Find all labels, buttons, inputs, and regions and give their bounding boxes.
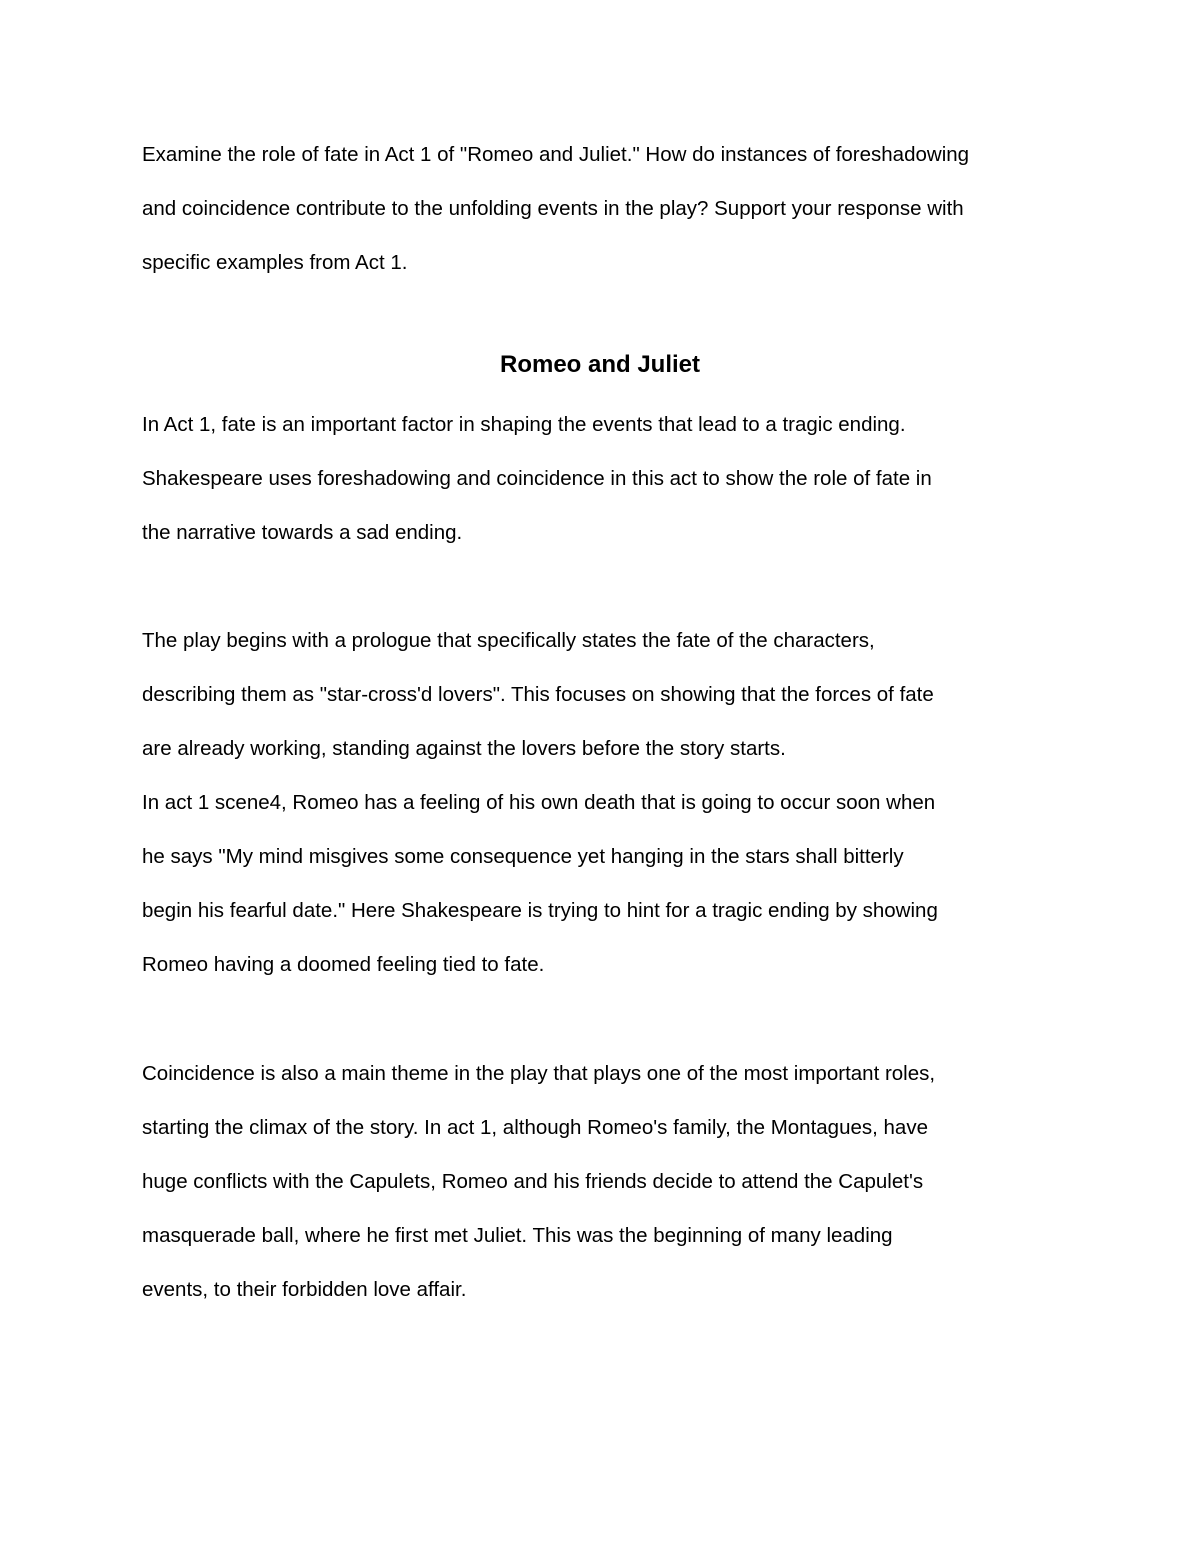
coincidence-paragraph <box>142 1047 1062 1317</box>
foreshadowing-paragraph <box>142 614 1062 992</box>
paragraph-line: he says "My mind misgives some consequence yet hanging in the stars shall bitterly <box>142 845 904 868</box>
paragraph-line: Shakespeare uses foreshadowing and coincidence in this act to show the role of fate in <box>142 467 932 490</box>
paragraph-line: masquerade ball, where he first met Juliet. This was the beginning of many leading <box>142 1224 893 1247</box>
paragraph-line: huge conflicts with the Capulets, Romeo and his friends decide to attend the Capulet's <box>142 1170 924 1193</box>
paragraph-line: events, to their forbidden love affair. <box>142 1278 467 1301</box>
paragraph-line: Romeo having a doomed feeling tied to fate. <box>142 953 545 976</box>
paragraph-line: In Act 1, fate is an important factor in shaping the events that lead to a tragic ending. <box>142 413 906 436</box>
prompt-line: and coincidence contribute to the unfolding events in the play? Support your response with <box>142 197 964 220</box>
paragraph-line: are already working, standing against the lovers before the story starts. <box>142 737 786 760</box>
paragraph-line: Coincidence is also a main theme in the play that plays one of the most important roles, <box>142 1062 936 1085</box>
prompt-line: specific examples from Act 1. <box>142 251 408 274</box>
document-title: Romeo and Juliet <box>499 351 701 378</box>
paragraph-line: the narrative towards a sad ending. <box>142 521 463 544</box>
paragraph-line: starting the climax of the story. In act 1, although Romeo's family, the Montagues, have <box>142 1116 928 1139</box>
prompt-paragraph <box>142 128 1062 290</box>
paragraph-line: The play begins with a prologue that specifically states the fate of the characters, <box>142 629 875 652</box>
prompt-line: Examine the role of fate in Act 1 of "Romeo and Juliet." How do instances of foreshadowing <box>142 143 970 166</box>
paragraph-line: describing them as "star-cross'd lovers". This focuses on showing that the forces of fate <box>142 683 934 706</box>
intro-paragraph <box>142 398 1062 560</box>
paragraph-line: begin his fearful date." Here Shakespeare is trying to hint for a tragic ending by showing <box>142 899 938 922</box>
paragraph-line: In act 1 scene4, Romeo has a feeling of his own death that is going to occur soon when <box>142 791 936 814</box>
